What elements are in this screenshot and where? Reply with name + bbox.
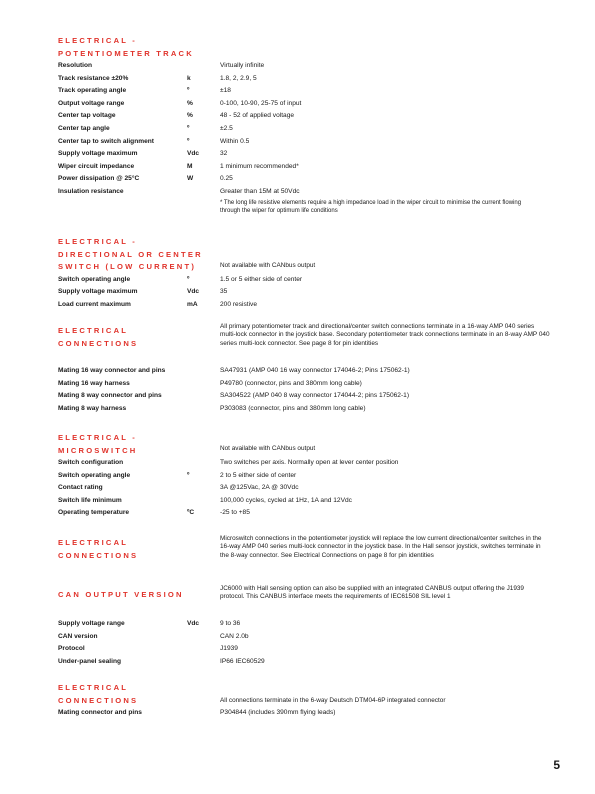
- spec-label: Switch life minimum: [58, 496, 122, 504]
- spec-unit: k: [187, 74, 191, 82]
- spec-unit: %: [187, 112, 193, 120]
- spec-unit: W: [187, 175, 194, 183]
- section-electrical-connections-1: [58, 323, 548, 415]
- spec-row: [58, 618, 548, 631]
- spec-value: -25 to +85: [220, 509, 250, 517]
- spec-table: [58, 618, 548, 668]
- spec-value: Two switches per axis. Normally open at lever center position: [220, 459, 399, 466]
- spec-row: [58, 173, 548, 186]
- spec-label: CAN version: [58, 632, 98, 640]
- footnote: * The long life resistive elements require a high impedance load in the wiper circuit to minimise the current flowing through the wiper for optimum life conditions: [220, 199, 522, 214]
- title-line: CONNECTIONS: [58, 695, 139, 705]
- spec-value: 0-100, 10-90, 25-75 of input: [220, 99, 302, 107]
- spec-value: 1.5 or 5 either side of center: [220, 275, 303, 283]
- title-line: CONNECTIONS: [58, 551, 139, 560]
- section-intro: JC6000 with Hall sensing option can also be supplied with an integrated CANBUS output offering the J1939 protocol. This CANBUS interface meets the requirements of IEC61508 SIL level 1: [220, 585, 524, 601]
- spec-row: [58, 186, 548, 199]
- spec-row: [58, 656, 548, 669]
- spec-label: Center tap voltage: [58, 112, 116, 120]
- spec-label: Mating 16 way connector and pins: [58, 367, 166, 374]
- section-directional-switch: [58, 236, 548, 311]
- spec-value: ±18: [220, 87, 231, 95]
- spec-row: [58, 148, 548, 161]
- spec-row: [58, 457, 548, 470]
- spec-label: Power dissipation @ 25°C: [58, 175, 140, 183]
- spec-value: Virtually infinite: [220, 62, 265, 69]
- spec-value: 2 to 5 either side of center: [220, 471, 297, 479]
- spec-table: [58, 274, 548, 312]
- spec-label: Mating connector and pins: [58, 709, 142, 716]
- page-number: 5: [553, 758, 560, 772]
- spec-row: [58, 85, 548, 98]
- title-line: ELECTRICAL: [58, 683, 129, 692]
- spec-value: P304844 (includes 390mm flying leads): [220, 709, 336, 716]
- spec-row: [58, 274, 548, 287]
- section-can-output: [58, 585, 548, 668]
- spec-value: ±2.5: [220, 124, 233, 132]
- spec-unit: º: [187, 87, 190, 95]
- spec-label: Supply voltage maximum: [58, 288, 138, 296]
- spec-table: [58, 457, 548, 520]
- section-intro: Not available with CANbus output: [220, 262, 316, 269]
- spec-row: [58, 299, 548, 312]
- title-line: CAN OUTPUT VERSION: [58, 590, 184, 599]
- spec-label: Under-panel sealing: [58, 657, 122, 665]
- spec-row: [58, 403, 548, 416]
- section-title: [58, 236, 548, 274]
- spec-label: Insulation resistance: [58, 187, 124, 195]
- spec-row: [58, 390, 548, 403]
- spec-value: P49780 (connector, pins and 380mm long cable): [220, 379, 362, 387]
- spec-value: 48 - 52 of applied voltage: [220, 112, 295, 120]
- spec-row: [58, 378, 548, 391]
- spec-label: Switch configuration: [58, 459, 124, 466]
- title-line: DIRECTIONAL OR CENTER: [58, 249, 203, 259]
- spec-value: 3A @125Vac, 2A @ 30Vdc: [220, 484, 299, 492]
- spec-label: Operating temperature: [58, 509, 130, 517]
- spec-label: Track operating angle: [58, 87, 127, 95]
- spec-label: Contact rating: [58, 484, 103, 492]
- spec-unit: %: [187, 99, 193, 107]
- spec-row: [58, 136, 548, 149]
- spec-row: [58, 161, 548, 174]
- spec-value: 9 to 36: [220, 620, 241, 627]
- spec-label: Center tap to switch alignment: [58, 137, 154, 145]
- spec-unit: º: [187, 275, 190, 283]
- title-line: ELECTRICAL -: [58, 433, 137, 442]
- spec-row: [58, 60, 548, 73]
- section-potentiometer-track: [58, 35, 548, 215]
- title-line: ELECTRICAL -: [58, 237, 137, 246]
- spec-label: Mating 8 way harness: [58, 404, 127, 412]
- spec-table: [58, 60, 548, 199]
- spec-table: [58, 707, 548, 720]
- spec-label: Wiper circuit impedance: [58, 162, 135, 170]
- spec-table: [58, 365, 548, 415]
- spec-label: Center tap angle: [58, 124, 110, 132]
- spec-unit: Vdc: [187, 150, 200, 158]
- spec-value: 100,000 cycles, cycled at 1Hz, 1A and 12Vdc: [220, 496, 352, 504]
- spec-row: [58, 73, 548, 86]
- spec-unit: mA: [187, 300, 198, 308]
- spec-unit: ºC: [187, 509, 195, 517]
- spec-row: [58, 98, 548, 111]
- spec-value: 0.25: [220, 175, 233, 183]
- spec-row: [58, 495, 548, 508]
- spec-row: [58, 123, 548, 136]
- spec-value: SA304522 (AMP 040 8 way connector 174044-2; pins 175062-1): [220, 392, 410, 400]
- spec-row: [58, 110, 548, 123]
- spec-value: 200 resistive: [220, 300, 258, 308]
- title-line: CONNECTIONS: [58, 339, 139, 348]
- spec-label: Mating 16 way harness: [58, 379, 130, 387]
- title-line: SWITCH (LOW CURRENT): [58, 262, 197, 271]
- spec-label: Load current maximum: [58, 300, 131, 308]
- spec-value: 1 minimum recommended*: [220, 162, 299, 170]
- section-intro: Microswitch connections in the potentiometer joystick will replace the low current directional/center switches in the 16-way AMP 040 series multi-lock connector in the joystick base. In the Hall sensor joystick, switches terminate in the 8-way connector. See Electrical Connections on page 8 for pin identities: [220, 535, 542, 559]
- spec-value: 32: [220, 150, 228, 158]
- title-line: ELECTRICAL: [58, 538, 129, 547]
- spec-unit: M: [187, 162, 193, 170]
- spec-value: CAN 2.0b: [220, 632, 249, 640]
- spec-value: J1939: [220, 645, 238, 653]
- spec-row: [58, 286, 548, 299]
- spec-unit: º: [187, 137, 190, 145]
- spec-unit: º: [187, 471, 190, 479]
- spec-unit: º: [187, 124, 190, 132]
- spec-value: Within 0.5: [220, 137, 250, 145]
- title-line: ELECTRICAL: [58, 326, 129, 335]
- spec-label: Protocol: [58, 645, 85, 653]
- spec-row: [58, 507, 548, 520]
- section-electrical-connections-3: [58, 682, 548, 720]
- section-intro: All connections terminate in the 6-way Deutsch DTM04-6P integrated connector: [220, 697, 446, 704]
- section-microswitch: [58, 432, 548, 520]
- spec-row: [58, 482, 548, 495]
- spec-value: 1.8, 2, 2.9, 5: [220, 74, 257, 82]
- spec-row: [58, 631, 548, 644]
- spec-label: Switch operating angle: [58, 275, 131, 283]
- section-intro: Not available with CANbus output: [220, 445, 316, 452]
- spec-label: Supply voltage range: [58, 620, 125, 627]
- spec-row: [58, 365, 548, 378]
- spec-unit: Vdc: [187, 288, 200, 296]
- spec-unit: Vdc: [187, 620, 200, 627]
- spec-label: Resolution: [58, 62, 93, 69]
- spec-row: [58, 707, 548, 720]
- section-intro: All primary potentiometer track and directional/center switch connections terminate in a 16-way AMP 040 series multi-lock connector in the joystick base. Secondary potentiometer track connections terminate in an 8-way AMP 040 series multi-lock connector. See page 8 for pin identities: [220, 323, 550, 347]
- spec-row: [58, 643, 548, 656]
- spec-value: P303083 (connector, pins and 380mm long cable): [220, 404, 366, 412]
- spec-value: IP66 IEC60529: [220, 657, 265, 665]
- title-line: MICROSWITCH: [58, 445, 138, 455]
- spec-value: Greater than 15M at 50Vdc: [220, 187, 300, 195]
- spec-label: Supply voltage maximum: [58, 150, 138, 158]
- section-title: [58, 35, 548, 60]
- title-line: ELECTRICAL -: [58, 36, 137, 45]
- spec-label: Switch operating angle: [58, 471, 131, 479]
- title-line: POTENTIOMETER TRACK: [58, 48, 194, 58]
- spec-label: Track resistance ±20%: [58, 74, 129, 82]
- spec-label: Output voltage range: [58, 99, 125, 107]
- spec-row: [58, 470, 548, 483]
- spec-label: Mating 8 way connector and pins: [58, 392, 162, 400]
- spec-value: 35: [220, 288, 228, 296]
- spec-value: SA47931 (AMP 040 16 way connector 174046-2; Pins 175062-1): [220, 367, 410, 374]
- section-electrical-connections-2: [58, 535, 548, 575]
